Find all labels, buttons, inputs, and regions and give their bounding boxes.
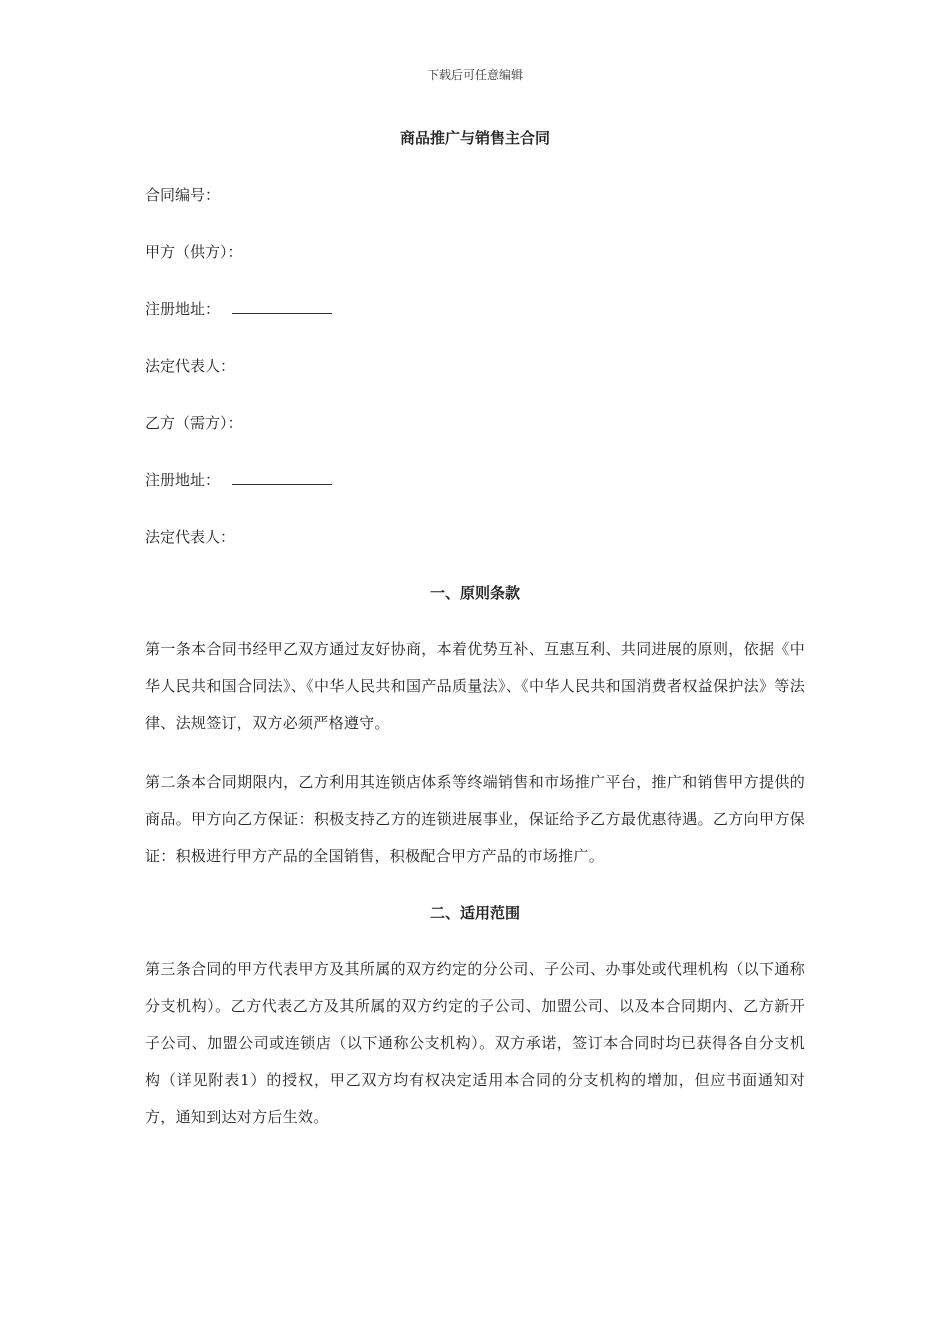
party-a-address-field — [145, 298, 332, 320]
contract-number-field — [145, 184, 220, 206]
contract-number-label: 合同编号： — [145, 186, 221, 204]
section-heading-principles: 一、原则条款 — [429, 584, 520, 602]
party-a-address-blank — [232, 299, 332, 314]
party-b-label: 乙方（需方）： — [145, 414, 243, 432]
header-note: 下载后可任意编辑 — [426, 68, 523, 82]
party-b-representative-field — [145, 526, 235, 548]
party-b-representative-label: 法定代表人： — [145, 528, 236, 546]
party-b-address-field — [145, 469, 332, 491]
party-a-representative-field — [145, 355, 235, 377]
section-heading-scope: 二、适用范围 — [429, 904, 520, 922]
party-b-field — [145, 412, 243, 434]
party-b-address-label: 注册地址： — [145, 471, 221, 489]
article-2-paragraph: 第二条本合同期限内，乙方利用其连锁店体系等终端销售和市场推广平台，推广和销售甲方提供的商品。甲方向乙方保证：积极支持乙方的连锁进展事业，保证给予乙方最优惠待遇。乙方向甲方保证：积极进行甲方产品的全国销售，积极配合甲方产品的市场推广。 — [145, 773, 805, 865]
party-a-address-label: 注册地址： — [145, 300, 221, 318]
article-1-paragraph: 第一条本合同书经甲乙双方通过友好协商，本着优势互补、互惠互利、共同进展的原则，依据《中华人民共和国合同法》、《中华人民共和国产品质量法》、《中华人民共和国消费者权益保护法》等法律、法规签订，双方必须严格遵守。 — [145, 640, 805, 732]
article-3-paragraph: 第三条合同的甲方代表甲方及其所属的双方约定的分公司、子公司、办事处或代理机构（以下通称分支机构）。乙方代表乙方及其所属的双方约定的子公司、加盟公司、以及本合同期内、乙方新开子公司、加盟公司或连锁店（以下通称公支机构）。双方承诺，签订本合同时均已获得各自分支机构（详见附表1）的授权，甲乙双方均有权决定适用本合同的分支机构的增加，但应书面通知对方，通知到达对方后生效。 — [145, 960, 805, 1126]
party-a-label: 甲方（供方）： — [145, 243, 243, 261]
document-title: 商品推广与销售主合同 — [399, 129, 550, 147]
party-a-field — [145, 241, 243, 263]
party-a-representative-label: 法定代表人： — [145, 357, 236, 375]
party-b-address-blank — [232, 470, 332, 485]
